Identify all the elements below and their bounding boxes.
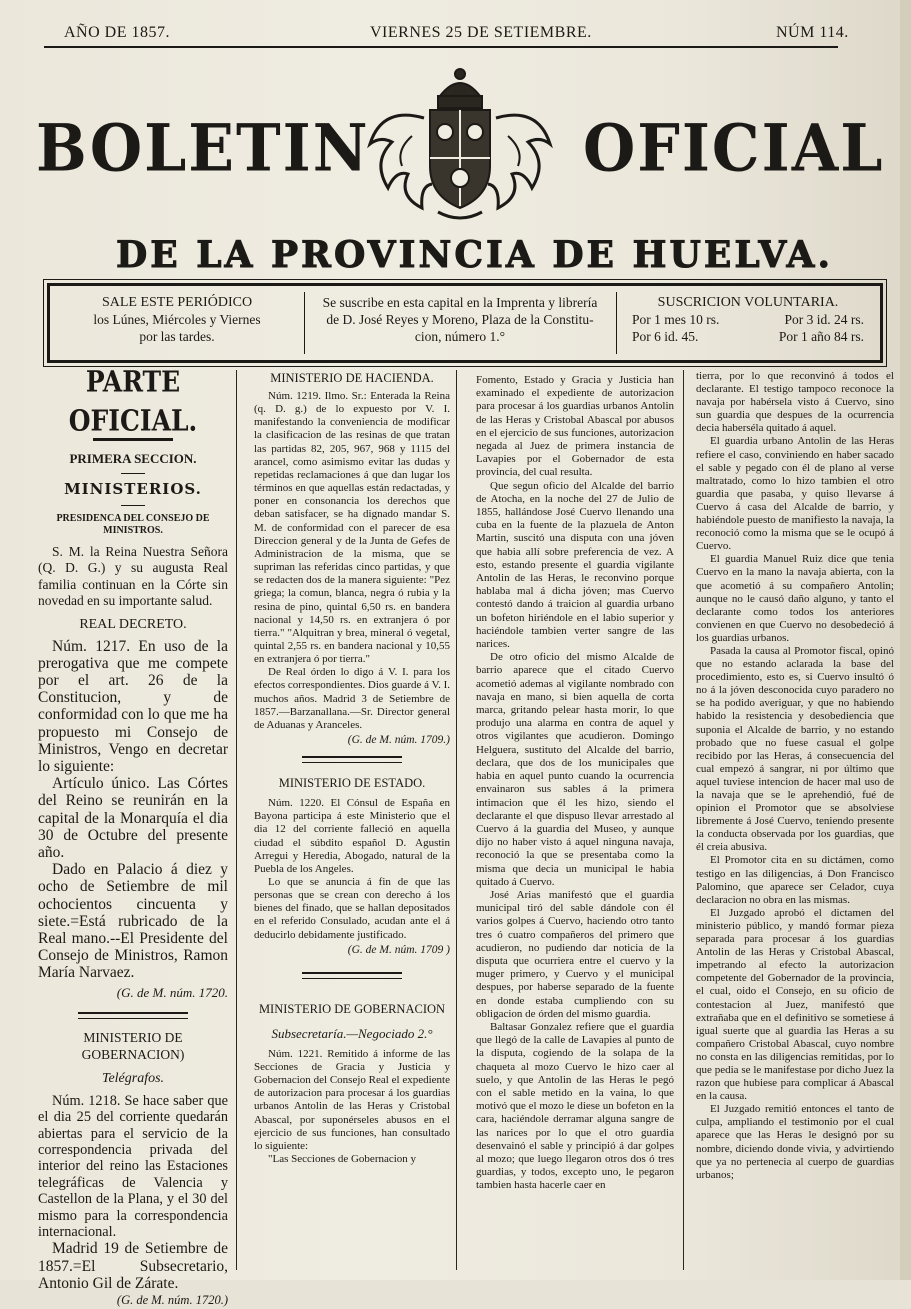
subscribe-line-1: Se suscribe en esta capital en la Imprenta y librería bbox=[322, 295, 598, 310]
schedule-block bbox=[54, 294, 300, 345]
paragraph: El guardia urbano Antolin de las Heras refiere el caso, conviniendo en haber sacado el sable y pegado con él de plano al verse maltratado, como lo hizo tambien el otro guardia que pasaba, y quiso llevarse á Cuervo á casa del Alcalde de barrio, y habiéndole puesto de manifiesto la navaja, la reconoció como la misma que se le ocupó á Cuervo. bbox=[696, 435, 894, 553]
gobernacion-heading: MINISTERIO DE GOBERNACION bbox=[258, 1001, 446, 1016]
box-divider bbox=[304, 292, 305, 354]
subsecretaria-heading: Subsecretaría.—Negociado 2.° bbox=[271, 1025, 433, 1041]
schedule-time: por las tardes. bbox=[139, 329, 215, 344]
paragraph: El Promotor cita en su dictámen, como testigo en las diligencias, á Don Francisco Palomino, que aparece ser Celador, cuya declaracion no obra en las mismas. bbox=[696, 854, 894, 906]
ornament-rule bbox=[302, 756, 402, 763]
masthead-rule bbox=[44, 46, 838, 48]
citation: (G. de M. núm. 1720. bbox=[116, 984, 228, 1000]
paragraph: El Juzgado remitió entonces el tanto de culpa, ampliando el testimonio por el cual aparece que las Heras le designó por su nombre, diciendo donde vivia, y advirtiendo que ya no pertenecia al cuerpo de guardias urbanos; bbox=[696, 1103, 894, 1181]
paragraph: Madrid 19 de Setiembre de 1857.=El Subsecretario, Antonio Gil de Zárate. bbox=[38, 1240, 228, 1292]
paragraph: De Real órden lo digo á V. I. para los efectos correspondientes. Dios guarde á V. I. muchos años. Madrid 3 de Setiembre de 1857.—Barzanallana.—Sr. Director general de Aduanas y Aranceles. bbox=[254, 666, 451, 731]
paragraph: Baltasar Gonzalez refiere que el guardia que llegó de la calle de Lavapies al punto de la disputa, cogiendo de la solapa de la chaqueta al mozo Cuervo le hizo caer al suelo, y que Antolin de las Heras le pegó con el sable metido en la vaina, lo que motivó que el mozo le diese un bofeton en la cara, haciéndole derramar alguna sangre de las narices por lo que el otro guardia desenvainó el sable y principió á dar golpes al mozo; que luego llegaron otros dos ó tres guardias, y todos, excepto uno, le pegaron tambien hasta hacerle caer en bbox=[476, 1020, 674, 1192]
paragraph: José Arias manifestó que el guardia municipal tiró del sable dándole con él varios golpes á Cuervo, haciendo otro tanto tres ó cuatro compañeros del primero que acudieron, no pudiendo dar noticia de la disputa que ocurriera entre el cuervo y la muger primero, y Cuervo y el municipal despues, por haberse separado de la fuente en donde estaba cumpliendo con su obligacion de órden del mismo guardia. bbox=[476, 888, 674, 1020]
ornament-rule bbox=[302, 972, 402, 979]
prices-title: SUSCRICION VOLUNTARIA. bbox=[657, 295, 839, 310]
title-right: OFICIAL bbox=[583, 111, 885, 187]
paragraph: Núm. 1220. El Cónsul de España en Bayona participa á este Ministerio que el dia 12 del corriente falleció en aquella ciudad el súbdito español D. Agustin Arregui y Heredia, Abogado, natural de la Puebla de los Angeles. bbox=[254, 797, 450, 875]
citation: (G. de M. núm. 1720.) bbox=[116, 1292, 228, 1307]
schedule-title: SALE ESTE PERIÓDICO bbox=[101, 295, 253, 310]
paragraph: Dado en Palacio á diez y ocho de Setiembre de mil ochocientos cincuenta y siete.=Está rubricado de la Real mano.--El Presidente del Consejo de Ministros, Ramon María Narvaez. bbox=[38, 861, 228, 982]
page-edge bbox=[900, 0, 911, 1280]
issue-number: NÚM 114. bbox=[776, 24, 849, 41]
price-item: Por 6 id. 45. bbox=[632, 329, 699, 344]
estado-heading: MINISTERIO DE ESTADO. bbox=[278, 776, 426, 791]
price-item: Por 1 mes 10 rs. bbox=[632, 312, 720, 327]
ornament-rule bbox=[121, 505, 145, 506]
column-rule bbox=[683, 370, 684, 1270]
ornament-rule bbox=[121, 473, 145, 474]
schedule-days: los Lúnes, Miércoles y Viernes bbox=[93, 312, 261, 327]
hacienda-heading: MINISTERIO DE HACIENDA. bbox=[270, 371, 434, 385]
gobernacion-heading: MINISTERIO DE GOBERNACION) bbox=[81, 1029, 185, 1062]
telegrafos-heading: Telégrafos. bbox=[101, 1070, 165, 1086]
paragraph: El Juzgado aprobó el dictamen del ministerio público, y mandó formar pieza separada para procesar á los guardias Antolin de las Heras y Cristobal Abascal, impetrando al efecto la autorizacion competente del Gobernador de la provincia, el cual, oido el Consejo, en su oficio de contestacion al Juez, manifestó que extrañaba que en el definitivo se sometiese á igual suerte que al guardia las Heras a su compañero Cristobal Abascal, cuyo nombre no consta en las diligencias remitidas, por lo que pedia se le manifestase por dicho Juez la razon que hubiese para complicar á Abascal en la causa. bbox=[696, 906, 894, 1103]
paragraph: De otro oficio del mismo Alcalde de barrio aparece que el citado Cuervo acometió ademas al vigilante nombrado con navaja en mano, si bien aquella de corta marca, gritando pelear hasta morir, lo que produjo una alarma en contra de aquel y otros vigilantes que acudieron. Domingo Helguera, sustituto del Alcalde del barrio, declara, que dos de los municipales que habia en aquel punto cuando la ocurrencia envainaron sus sables á la primera intimacion que él les hizo, siendo el declarante el que dispuso llevar arrestado al Cuervo á la guardia del Museo, y aunque dijo no haber visto á aquel ninguna navaja, reconoció la que se presentaba como la misma que decia un municipal le habia quitado á Cuervo. bbox=[476, 651, 674, 888]
citation: (G. de M. núm. 1709 ) bbox=[347, 943, 450, 956]
price-item: Por 1 año 84 rs. bbox=[778, 329, 864, 344]
column-4 bbox=[696, 370, 894, 1182]
paragraph: Lo que se anuncia á fin de que las personas que se crean con derecho á los bienes del finado, que se hallan depositados en el referido Consulado, acudan ante el á deducirlo debidamente justificado. bbox=[254, 876, 450, 941]
column-3 bbox=[476, 374, 674, 1193]
ministerios-heading: MINISTERIOS. bbox=[64, 480, 202, 498]
column-rule bbox=[456, 370, 457, 1270]
column-rule bbox=[236, 370, 237, 1270]
paragraph: S. M. la Reina Nuestra Señora (Q. D. G.) y su augusta Real familia continuan en la Córte sin novedad en su importante salud. bbox=[38, 544, 228, 609]
box-divider bbox=[616, 292, 617, 354]
paragraph: Pasada la causa al Promotor fiscal, opinó que no estando aclarada la base del procedimiento, esto es, si Cuervo insultó ó no á la jóven desconocida cuyo paradero no se ha podido averiguar, y que no habiendo habido la resistencia y desobediencia que suponia el Alcalde de barrio, y no estando probado que no fuese casual el golpe recibido por las Heras, á consecuencia del cual empezó á sangrar, ni por último que aquel tuviese intencion de hacer mal uso de la navaja que se le aprehendió, fué de opinion el Promotor que se absolviese libremente á José Cuervo, teniendo presente la conducta observada por los guardias, que él creia abusiva. bbox=[696, 644, 894, 854]
paragraph: Núm. 1219. Ilmo. Sr.: Enterada la Reina (q. D. g.) de lo expuesto por V. I. manifestando la conveniencia de modificar la clasificacion de las resinas de que tratan las partidas 82, 205, 967, 968 y 1115 del arancel, como asimismo evitar las dudas y repetidas reclamaciones á que dan lugar los términos en que aquellas están redactadas, y poner en consonancia los derechos que deban satisfacer, se ha dignado mandar S. M. de conformidad con el parecer de esa Direccion general y de la Junta de Gefes de Administracion de la misma, que se supriman las referidas cinco partidas, y que se redacten dos de la manera siguiente: "Pez griega; la comun, blanca, negra ó rubia y la resina de pino, quintal 6,50 rs. en bandera nacional y 14,50 rs. en extranjera ó por tierra." "Alquitran y brea, mineral ó vegetal, quintal 2,55 rs. en bandera nacional y 10,55 en extranjera ó por tierra." bbox=[254, 390, 450, 666]
section-heading: PRIMERA SECCION. bbox=[69, 451, 197, 466]
presidencia-heading: PRESIDENCA DEL CONSEJO DE MINISTROS. bbox=[56, 513, 210, 536]
paragraph: Núm. 1217. En uso de la prerogativa que me compete por el art. 26 de la Constitucion, y de conformidad con lo que me ha propuesto mi Consejo de Ministros, Vengo en decretar lo siguiente: bbox=[38, 637, 228, 776]
subscribe-line-3: cion, número 1.° bbox=[414, 329, 506, 344]
prices-block bbox=[622, 294, 874, 345]
paragraph: tierra, por lo que reconvinó á todos el declarante. El testigo tampoco reconoce la navaja por habérsela visto á Cuervo, sino sun guardia que despues de la ocurrencia decia haberséla quitado á aquel. bbox=[696, 370, 894, 435]
prices-row bbox=[622, 311, 874, 328]
ornament-rule bbox=[78, 1012, 188, 1019]
parte-oficial-heading: PARTE OFICIAL. bbox=[68, 365, 198, 438]
paragraph: Artículo único. Las Córtes del Reino se reunirán en la capital de la Monarquía el dia 30 de Octubre del presente año. bbox=[38, 775, 228, 862]
issue-date: VIERNES 25 DE SETIEMBRE. bbox=[370, 24, 592, 41]
real-decreto-heading: REAL DECRETO. bbox=[79, 616, 187, 632]
subscribe-line-2: de D. José Reyes y Moreno, Plaza de la Constitu- bbox=[326, 312, 594, 327]
subscription-box bbox=[47, 283, 883, 363]
prices-row bbox=[622, 328, 874, 345]
subscribe-block bbox=[310, 294, 610, 345]
subtitle: DE LA PROVINCIA DE HUELVA. bbox=[116, 234, 833, 276]
paragraph: Núm. 1218. Se hace saber que el dia 25 del corriente quedarán abiertas para el servicio de la correspondencia privada del interior del reino las Estaciones telegráficas de Valencia y Castellon de la Plana, y el 30 del mismo para la correspondencia internacional. bbox=[38, 1092, 228, 1240]
column-2 bbox=[254, 370, 450, 1166]
paragraph: "Las Secciones de Gobernacion y bbox=[268, 1153, 417, 1166]
issue-year: AÑO DE 1857. bbox=[64, 24, 170, 41]
paragraph: Fomento, Estado y Gracia y Justicia han examinado el expediente de autorizacion para procesar á los guardias urbanos Antolin de las Heras y Cristobal Abascal por abusos en el ejercicio de sus funciones, autorizacion negada al Juez de primera instancia de Lavapies por el Gobernador de esta provincia, del cual resulta. bbox=[476, 374, 674, 479]
column-1 bbox=[38, 365, 228, 1309]
title-left: BOLETIN bbox=[36, 111, 370, 187]
coat-of-arms-icon bbox=[362, 66, 558, 226]
paragraph: El guardia Manuel Ruiz dice que tenia Cuervo en la mano la navaja abierta, con la que acometió á su compañero Antolin; aunque no le causó daño alguno, y tanto el declarante como todos los anteriores convienen en que Cuervo no desobedeció á los guardias urbanos. bbox=[696, 553, 894, 644]
paragraph: Núm. 1221. Remitido á informe de las Secciones de Gracia y Justicia y Gobernacion del Consejo Real el expediente de autorizacion para procesar á los guardias urbanos Antolin de las Heras y Cristobal Abascal, por suponérseles abusos en el ejercicio de sus funciones, han consultado lo siguiente: bbox=[254, 1047, 450, 1152]
paragraph: Que segun oficio del Alcalde del barrio de Atocha, en la noche del 27 de Julio de 1855, hallándose José Cuervo llenando una cuba en la fuente de la plazuela de Anton Martin, suscitó una disputa con una jóven que habia allí sobre preferencia de vez. A esto, estando presente el guardia vigilante Antolin de las Heras, le reconvino porque hablaba mal á dicha jóven; mas Cuervo contestó dando á traicion al guardia urbano un bofeton hiriéndole en el labio superior y haciéndole tambien verter sangre de las narices. bbox=[476, 479, 674, 651]
citation: (G. de M. núm. 1709.) bbox=[347, 734, 450, 747]
price-item: Por 3 id. 24 rs. bbox=[784, 312, 864, 327]
